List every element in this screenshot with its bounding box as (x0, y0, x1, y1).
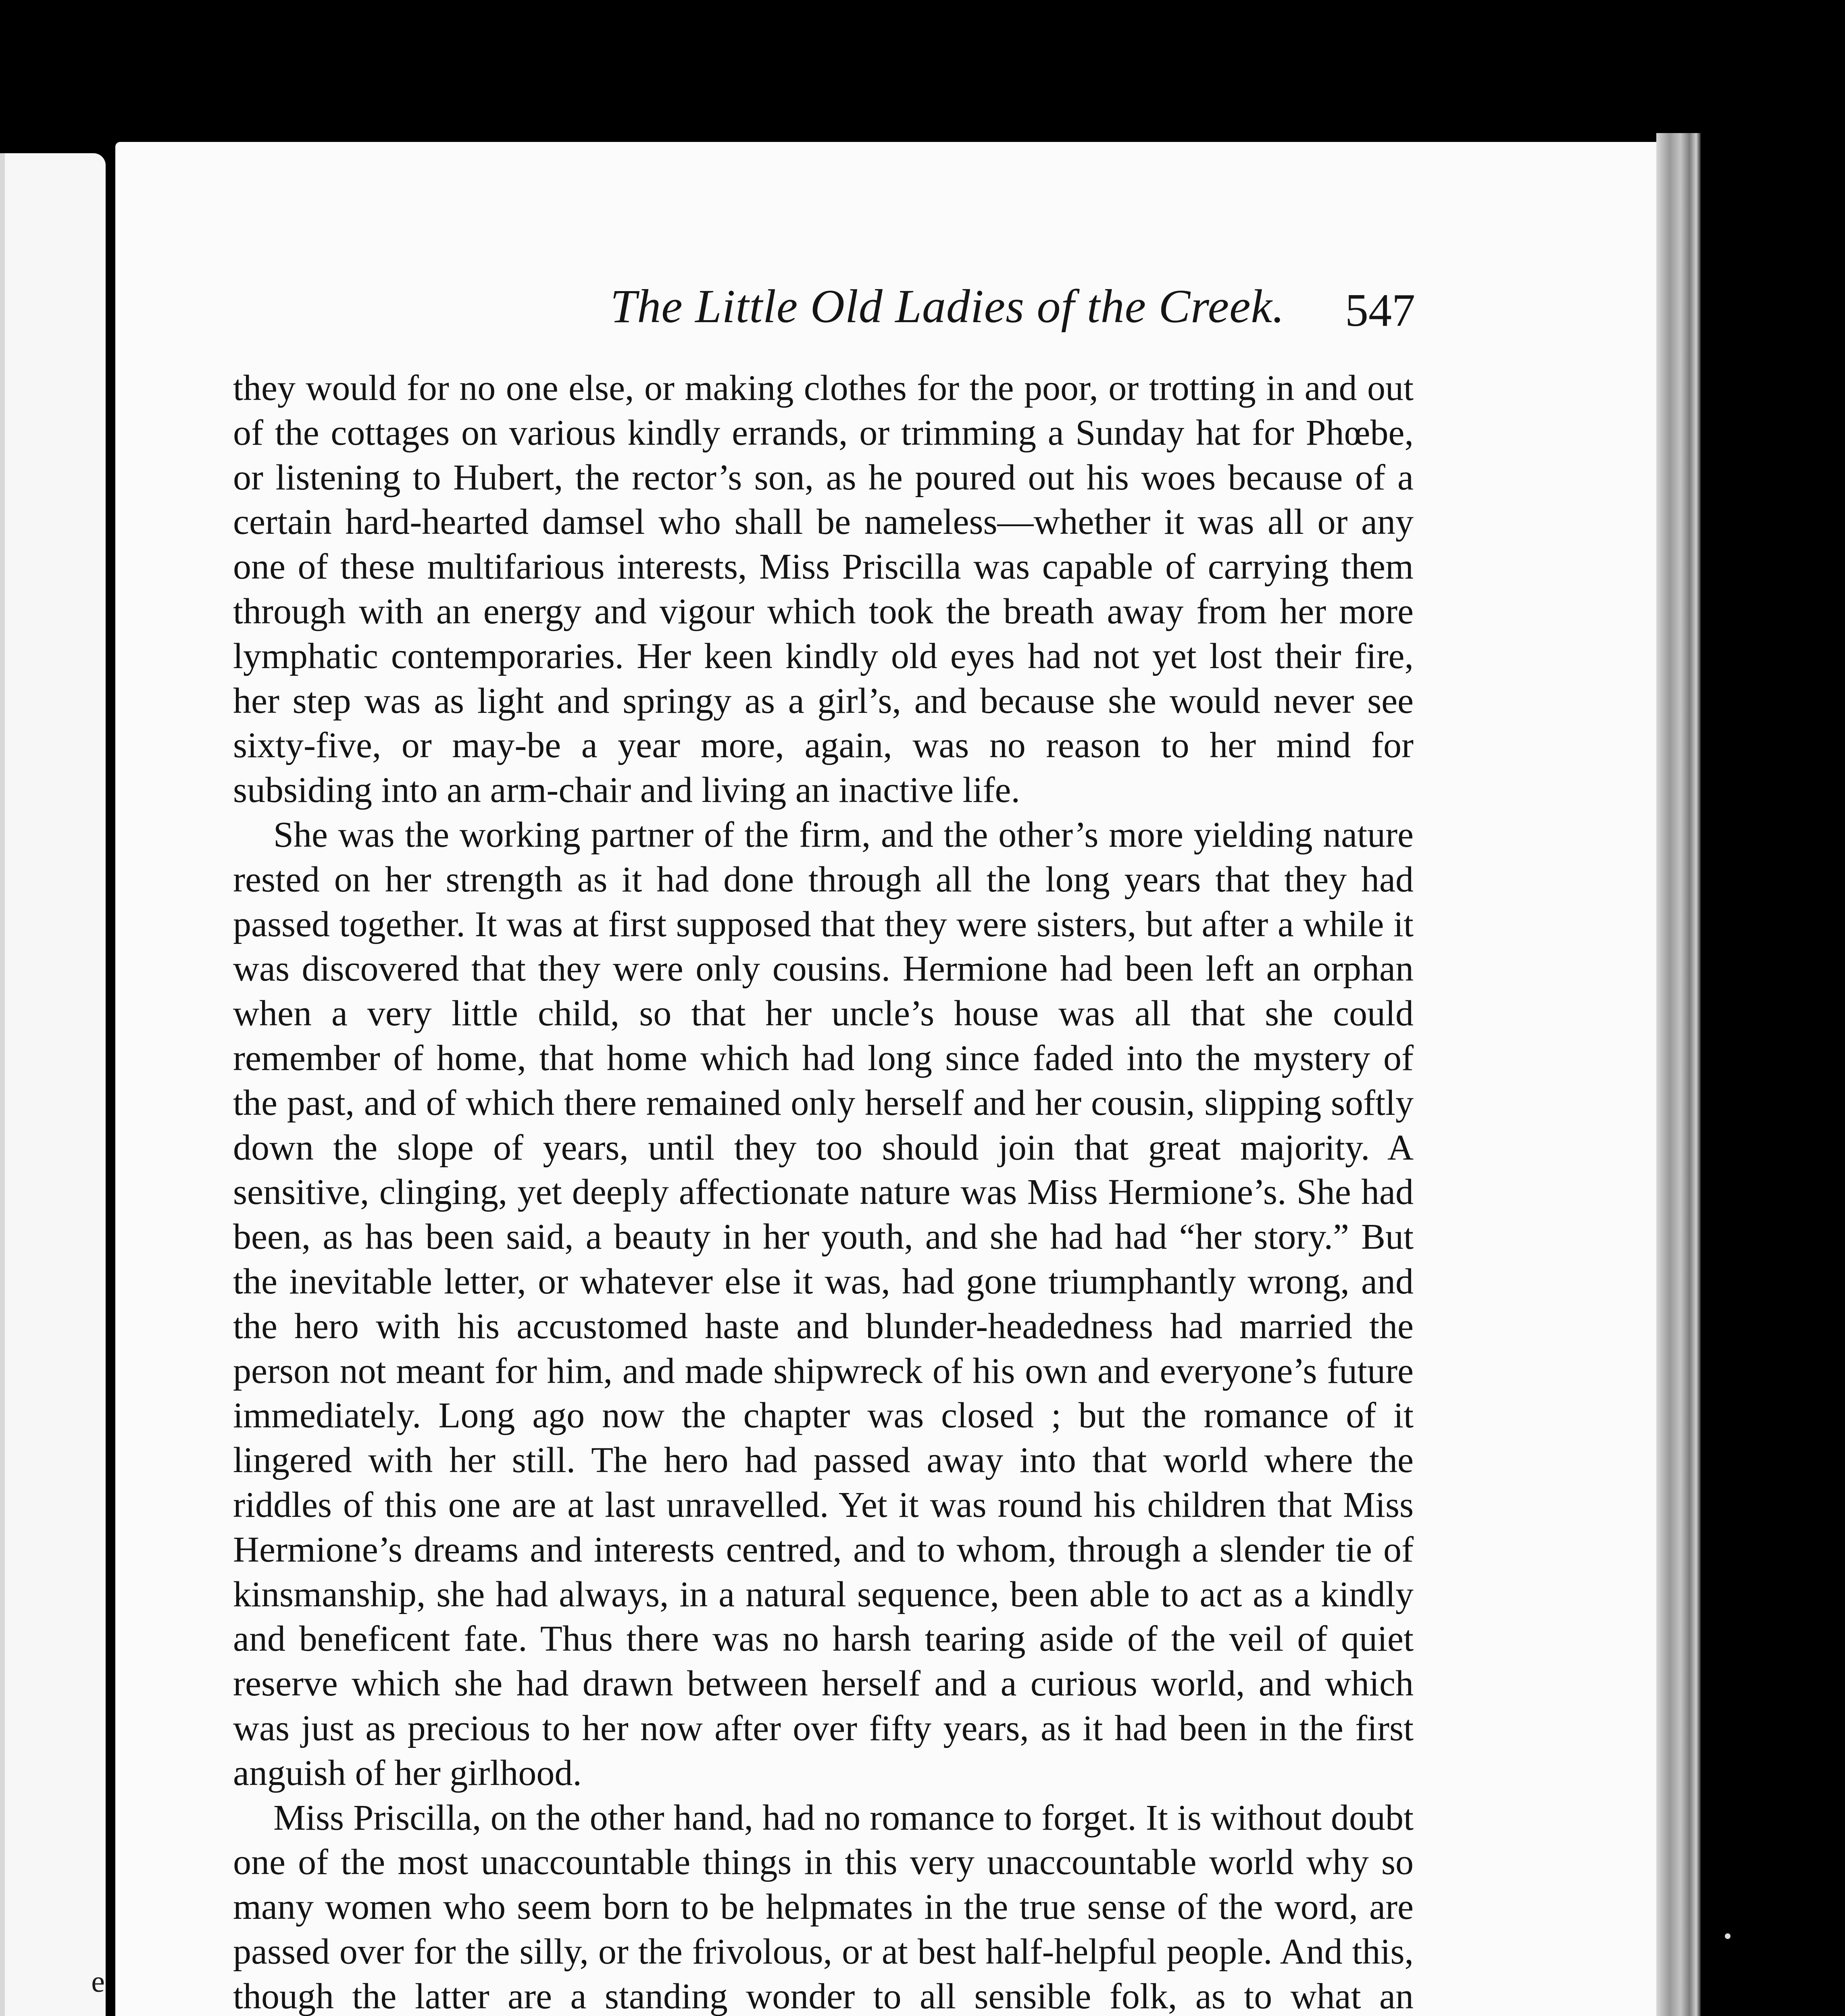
paragraph: Miss Priscilla, on the other hand, had no romance to forget. It is without doubt one of the most unaccountable things in this very unaccountable world why so many women who seem born to be helpmates in the true sense of the word, are passed over for the silly, or the frivolous, or at best half-helpful people. And this, though the latter are a standing wonder to all sensible folk, as to what an (233, 1797, 1414, 2016)
page-fore-edge (1656, 133, 1701, 2016)
scan-speck (1725, 1933, 1730, 1939)
paragraph: they would for no one else, or making clothes for the poor, or trotting in and out of the cottages on various kindly errands, or trimming a Sunday hat for Phœbe, or listening to Hubert, the rector’s son, as he poured out his woes because of a certain hard-hearted damsel who shall be nameless—whether it was all or any one of these multifarious interests, Miss Priscilla was capable of carrying them through with an energy and vigour which took the breath away from her more lymphatic contemporaries. Her keen kindly old eyes had not yet lost their fire, her step was as light and springy as a girl’s, and because she would never see sixty-five, or may-be a year more, again, was no reason to her mind for subsiding into an arm-chair and living an inactive life. (233, 368, 1414, 810)
page-number: 547 (1345, 285, 1415, 336)
body-text (233, 366, 1414, 2016)
paragraph: She was the working partner of the firm, and the other’s more yielding nature rested on her strength as it had done through all the long years that they had passed together. It was at first supposed that they were sisters, but after a while it was discovered that they were only cousins. Hermione had been left an orphan when a very little child, so that her uncle’s house was all that she could remember of home, that home which had long since faded into the mystery of the past, and of which there remained only herself and her cousin, slipping softly down the slope of years, until they too should join that great majority. A sensitive, clinging, yet deeply affectionate nature was Miss Hermione’s. She had been, as has been said, a beauty in her youth, and she had had “her story.” But the inevitable letter, or whatever else it was, had gone triumphantly wrong, and the hero with his accustomed haste and blunder-headedness had married the person not meant for him, and made shipwreck of his own and everyone’s future immediately. Long ago now the chapter was closed ; but the romance of it lingered with her still. The hero had passed away into that world where the riddles of this one are at last unravelled. Yet it was round his children that Miss Hermione’s dreams and interests centred, and to whom, through a slender tie of kinsmanship, she had always, in a natural sequence, been able to act as a kindly and beneficent fate. Thus there was no harsh tearing aside of the veil of quiet reserve which she had drawn between herself and a curious world, and which was just as precious to her now after over fifty years, as it had been in the first anguish of her girlhood. (233, 814, 1414, 1793)
previous-page-text-fragments: e (91, 1965, 105, 1999)
previous-page-gutter (0, 153, 5, 2016)
running-head: The Little Old Ladies of the Creek. (610, 280, 1285, 333)
